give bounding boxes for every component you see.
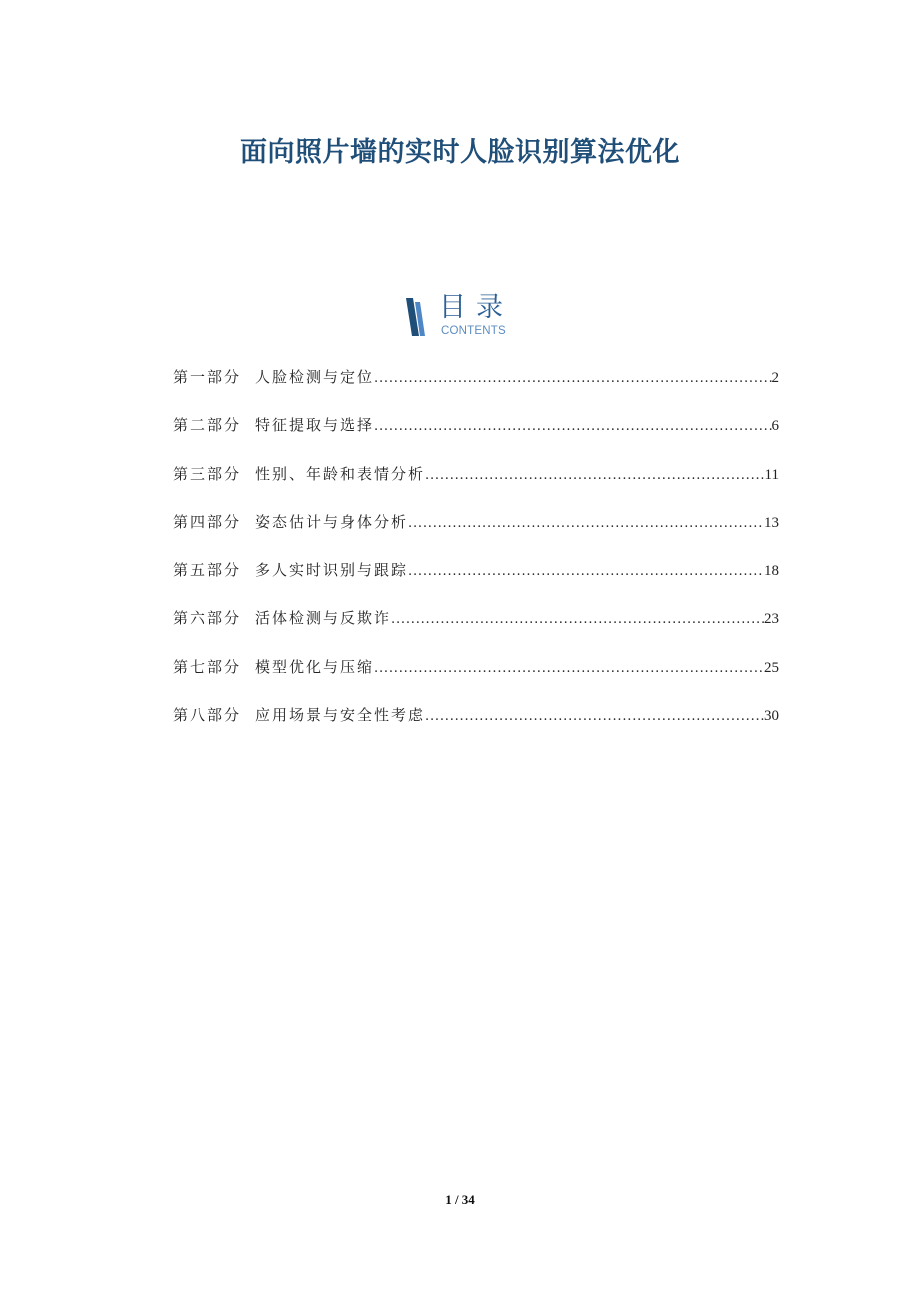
toc-entry[interactable]	[173, 509, 779, 557]
toc-entry-title: 特征提取与选择	[255, 416, 375, 435]
toc-page-number: 2	[771, 370, 779, 386]
toc-dot-leader	[374, 366, 771, 392]
toc-entry[interactable]	[173, 364, 779, 412]
toc-page-number: 13	[764, 514, 779, 531]
toc-entry-title: 应用场景与安全性考虑	[255, 706, 426, 725]
toc-dot-leader	[374, 414, 771, 440]
toc-part-label: 第七部分	[173, 657, 242, 676]
toc-part-label: 第八部分	[173, 706, 242, 725]
toc-entry-title: 人脸检测与定位	[255, 368, 375, 386]
toc-dot-leader	[408, 511, 764, 537]
toc-header	[405, 292, 535, 342]
toc-dot-leader	[374, 656, 764, 682]
toc-entry-title: 姿态估计与身体分析	[255, 512, 409, 531]
toc-page-number: 18	[764, 563, 779, 580]
toc-subheading: CONTENTS	[441, 325, 506, 337]
toc-list	[173, 364, 779, 750]
toc-part-label: 第三部分	[173, 464, 242, 483]
toc-entry[interactable]	[173, 461, 779, 509]
toc-part-label: 第二部分	[173, 416, 242, 435]
toc-entry-title: 活体检测与反欺诈	[255, 609, 392, 628]
toc-dot-leader	[425, 704, 764, 730]
toc-entry-title: 多人实时识别与跟踪	[255, 561, 409, 580]
toc-part-label: 第五部分	[173, 561, 242, 580]
toc-page-number: 23	[764, 611, 779, 628]
toc-dot-leader	[391, 607, 764, 633]
toc-entry-title: 性别、年龄和表情分析	[255, 464, 426, 483]
toc-page-number: 30	[764, 708, 779, 725]
slanted-bars-logo-icon	[405, 296, 433, 338]
toc-heading: 目录	[439, 292, 513, 323]
toc-page-number: 6	[771, 418, 779, 435]
toc-entry[interactable]	[173, 557, 779, 605]
toc-entry[interactable]	[173, 702, 779, 750]
page-indicator: 1 / 34	[445, 1192, 475, 1207]
toc-dot-leader	[408, 559, 764, 585]
toc-entry[interactable]	[173, 605, 779, 653]
toc-part-label: 第一部分	[173, 368, 242, 386]
toc-dot-leader	[425, 463, 765, 489]
toc-page-number: 11	[764, 466, 779, 483]
toc-page-number: 25	[764, 659, 779, 676]
toc-part-label: 第四部分	[173, 512, 242, 531]
toc-entry-title: 模型优化与压缩	[255, 657, 375, 676]
toc-entry[interactable]	[173, 412, 779, 460]
toc-entry[interactable]	[173, 654, 779, 702]
document-title: 面向照片墙的实时人脸识别算法优化	[240, 137, 680, 169]
toc-part-label: 第六部分	[173, 609, 242, 628]
